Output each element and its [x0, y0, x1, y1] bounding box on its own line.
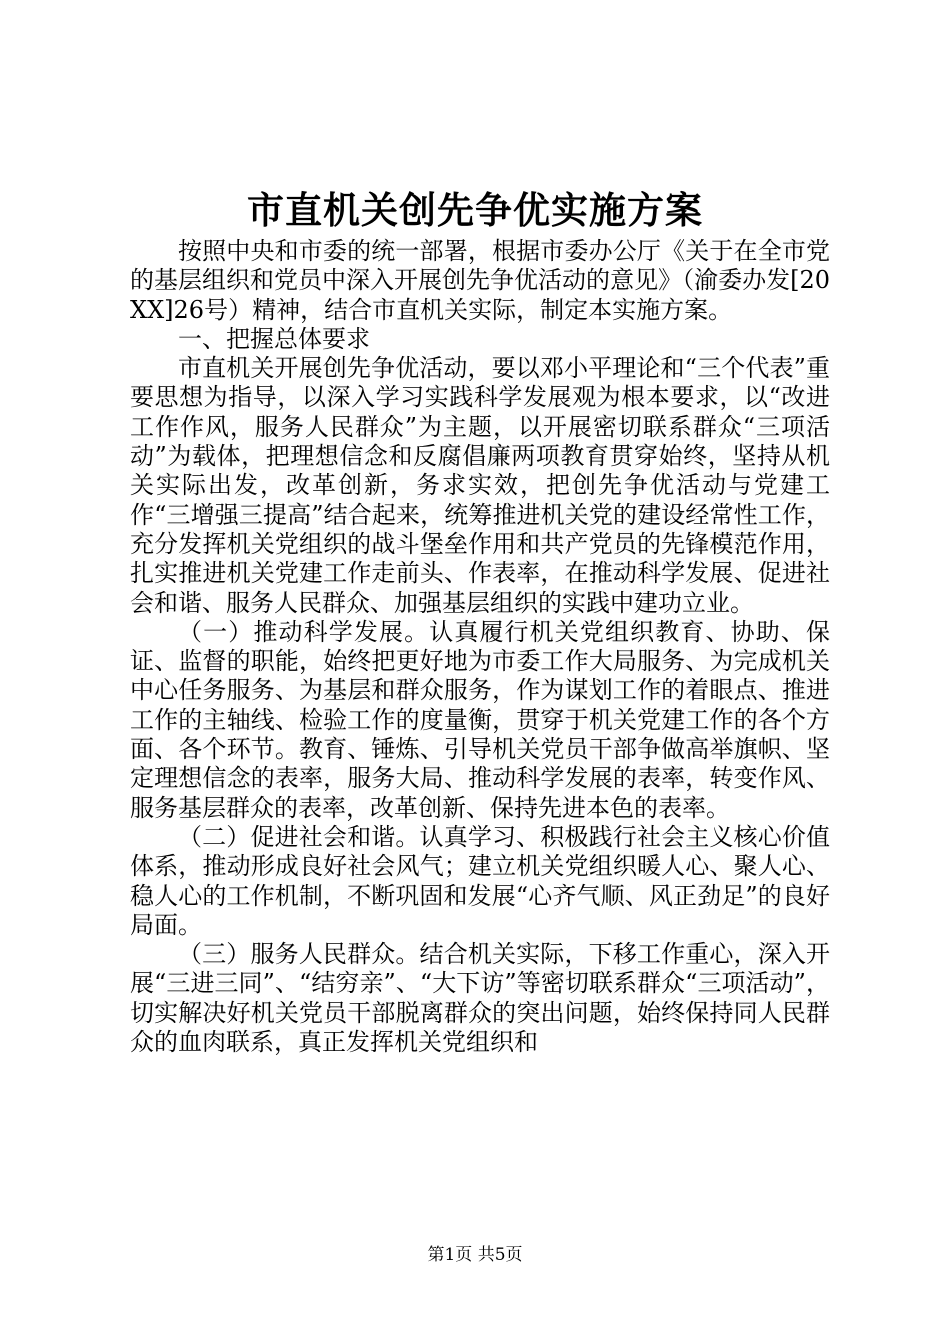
paragraph-item-2: （二）促进社会和谐。认真学习、积极践行社会主义核心价值体系，推动形成良好社会风气；建立机关党组织暖人心、聚人心、稳人心的工作机制，不断巩固和发展“心齐气顺、风正劲足”的良好局面。	[130, 822, 830, 939]
paragraph-item-3: （三）服务人民群众。结合机关实际，下移工作重心，深入开展“三进三同”、“结穷亲”、“大下访”等密切联系群众“三项活动”，切实解决好机关党员干部脱离群众的突出问题，始终保持同人民群众的血肉联系，真正发挥机关党组织和	[130, 940, 830, 1057]
page-footer: 第1页 共5页	[427, 1245, 523, 1265]
document-body	[130, 237, 830, 1057]
paragraph-item-1: （一）推动科学发展。认真履行机关党组织教育、协助、保证、监督的职能，始终把更好地为市委工作大局服务、为完成机关中心任务服务、为基层和群众服务，作为谋划工作的着眼点、推进工作的主轴线、检验工作的度量衡，贯穿于机关党建工作的各个方面、各个环节。教育、锤炼、引导机关党员干部争做高举旗帜、坚定理想信念的表率，服务大局、推动科学发展的表率，转变作风、服务基层群众的表率，改革创新、保持先进本色的表率。	[130, 617, 830, 822]
section-heading-1: 一、把握总体要求	[178, 324, 370, 353]
paragraph-overall-requirements: 市直机关开展创先争优活动，要以邓小平理论和“三个代表”重要思想为指导，以深入学习实践科学发展观为根本要求，以“改进工作作风，服务人民群众”为主题，以开展密切联系群众“三项活动”为载体，把理想信念和反腐倡廉两项教育贯穿始终，坚持从机关实际出发，改革创新，务求实效，把创先争优活动与党建工作“三增强三提高”结合起来，统筹推进机关党的建设经常性工作，充分发挥机关党组织的战斗堡垒作用和共产党员的先锋模范作用，扎实推进机关党建工作走前头、作表率，在推动科学发展、促进社会和谐、服务人民群众、加强基层组织的实践中建功立业。	[130, 354, 830, 617]
paragraph-intro: 按照中央和市委的统一部署，根据市委办公厅《关于在全市党的基层组织和党员中深入开展创先争优活动的意见》（渝委办发[20XX]26号）精神，结合市直机关实际，制定本实施方案。	[130, 237, 830, 324]
document-title: 市直机关创先争优实施方案	[247, 188, 703, 232]
